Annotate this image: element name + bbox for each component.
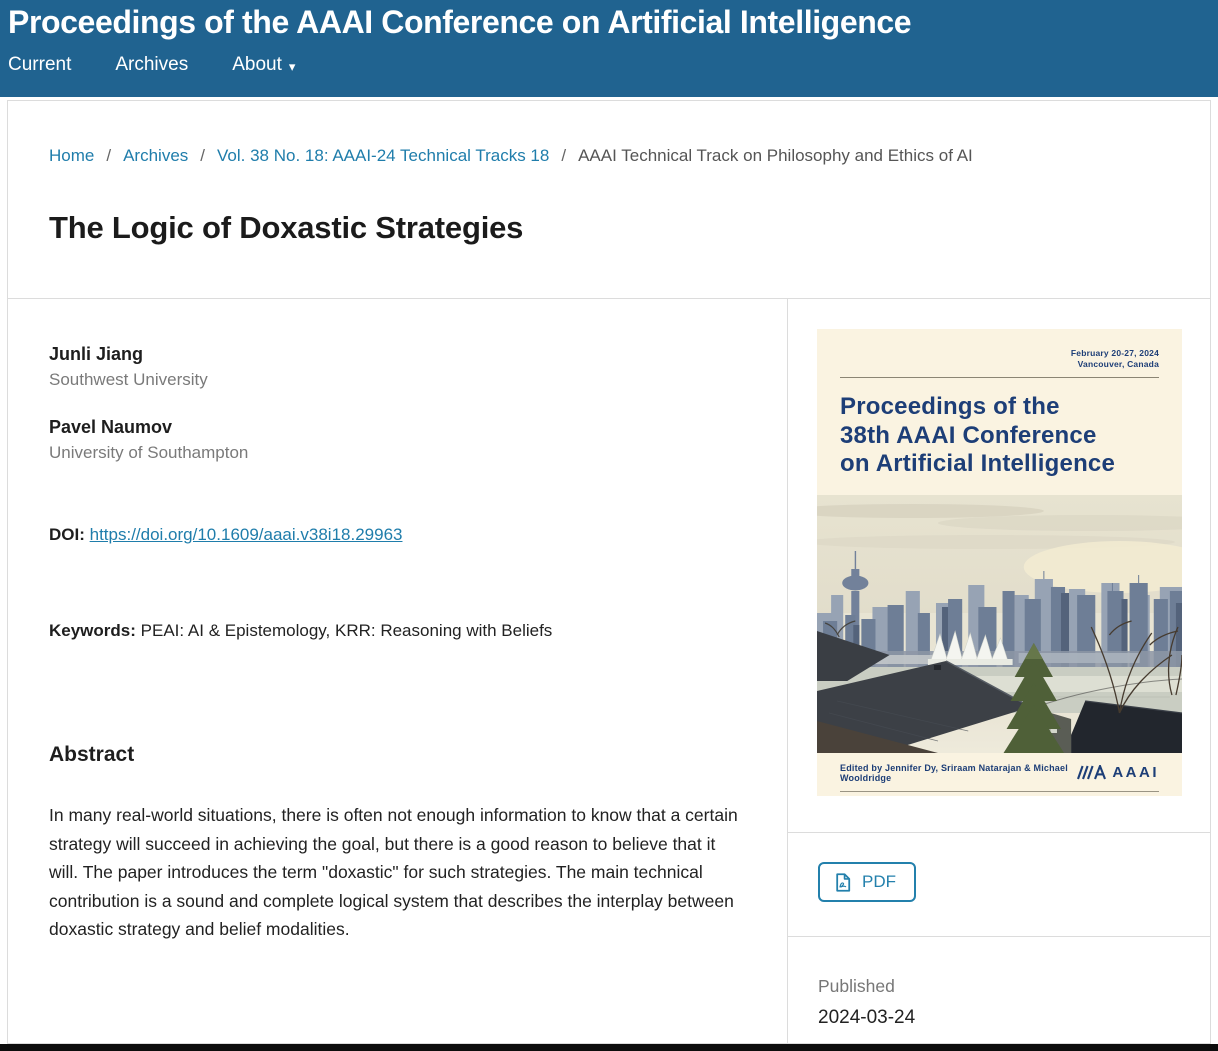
- article-page-card: [7, 100, 1211, 1044]
- breadcrumb-issue[interactable]: Vol. 38 No. 18: AAAI-24 Technical Tracks 18: [217, 146, 550, 165]
- cover-footer: [817, 753, 1182, 783]
- title-section: [8, 101, 1210, 299]
- galleys-section: [788, 832, 1210, 936]
- article-title: The Logic of Doxastic Strategies: [49, 210, 524, 245]
- main-nav: [8, 54, 1210, 76]
- breadcrumb-separator: /: [561, 146, 567, 165]
- caret-down-icon: ▾: [288, 58, 296, 74]
- cover-divider-bottom: [840, 791, 1159, 792]
- nav-item-archives[interactable]: Archives: [115, 54, 189, 75]
- published-label: Published: [818, 976, 895, 996]
- author-block: [49, 343, 747, 392]
- article-main-column: [8, 299, 787, 1044]
- author-block: [49, 416, 747, 465]
- breadcrumb-archives[interactable]: Archives: [123, 146, 189, 165]
- author-affiliation: University of Southampton: [49, 443, 249, 462]
- doi-link[interactable]: https://doi.org/10.1609/aaai.v38i18.29963: [89, 525, 403, 544]
- author-affiliation: Southwest University: [49, 370, 208, 389]
- pdf-button[interactable]: [818, 862, 916, 902]
- nav-item-about[interactable]: About ▾: [232, 54, 296, 75]
- site-header: [0, 0, 1218, 97]
- aaai-logo: [1075, 764, 1159, 781]
- cover-title: Proceedings of the 38th AAAI Conference on Artificial Intelligence: [840, 393, 1116, 477]
- abstract-text: In many real-world situations, there is often not enough information to know that a certain strategy will succeed in achieving the goal, but there is a good reason to believe that it will. The paper introduces the term "doxastic" for such strategies. The main technical contribution is a sound and complete logical system that describes the interplay between doxastic strategy and belief modalities.: [49, 805, 738, 939]
- breadcrumb-separator: /: [106, 146, 112, 165]
- published-date: 2024-03-24: [818, 1007, 916, 1028]
- breadcrumb-section: AAAI Technical Track on Philosophy and Ethics of AI: [578, 146, 973, 165]
- author-name: Junli Jiang: [49, 344, 144, 364]
- vancouver-skyline-photo: [817, 495, 1182, 753]
- article-columns: [8, 299, 1210, 1044]
- issue-cover-link[interactable]: [817, 329, 1182, 796]
- article-sidebar: [787, 299, 1210, 1044]
- keywords-label: Keywords:: [49, 621, 136, 640]
- doi-label: DOI:: [49, 525, 85, 544]
- abstract-heading: Abstract: [49, 743, 135, 766]
- keywords-row: [49, 619, 747, 643]
- footer-strip: [0, 1044, 1218, 1051]
- site-title: Proceedings of the AAAI Conference on Artificial Intelligence: [8, 4, 912, 40]
- published-section: [788, 936, 1210, 1029]
- breadcrumb-home[interactable]: Home: [49, 146, 95, 165]
- pdf-button-label: PDF: [862, 872, 896, 891]
- pdf-file-icon: [835, 873, 851, 892]
- aaai-logo-text: AAAI: [1112, 764, 1159, 781]
- aaai-logo-icon: [1075, 765, 1108, 780]
- nav-item-current[interactable]: Current: [8, 54, 72, 75]
- cover-edited-by: Edited by Jennifer Dy, Sriraam Natarajan & Michael Wooldridge: [840, 762, 1068, 783]
- cover-date: February 20-27, 2024 Vancouver, Canada: [1070, 348, 1159, 369]
- author-name: Pavel Naumov: [49, 417, 173, 437]
- breadcrumb-separator: /: [200, 146, 206, 165]
- breadcrumb: [49, 146, 1170, 166]
- cover-wrapper: [788, 299, 1210, 832]
- keywords-value: PEAI: AI & Epistemology, KRR: Reasoning with Beliefs: [140, 621, 553, 640]
- cover-divider: [840, 377, 1159, 378]
- doi-row: [49, 523, 747, 547]
